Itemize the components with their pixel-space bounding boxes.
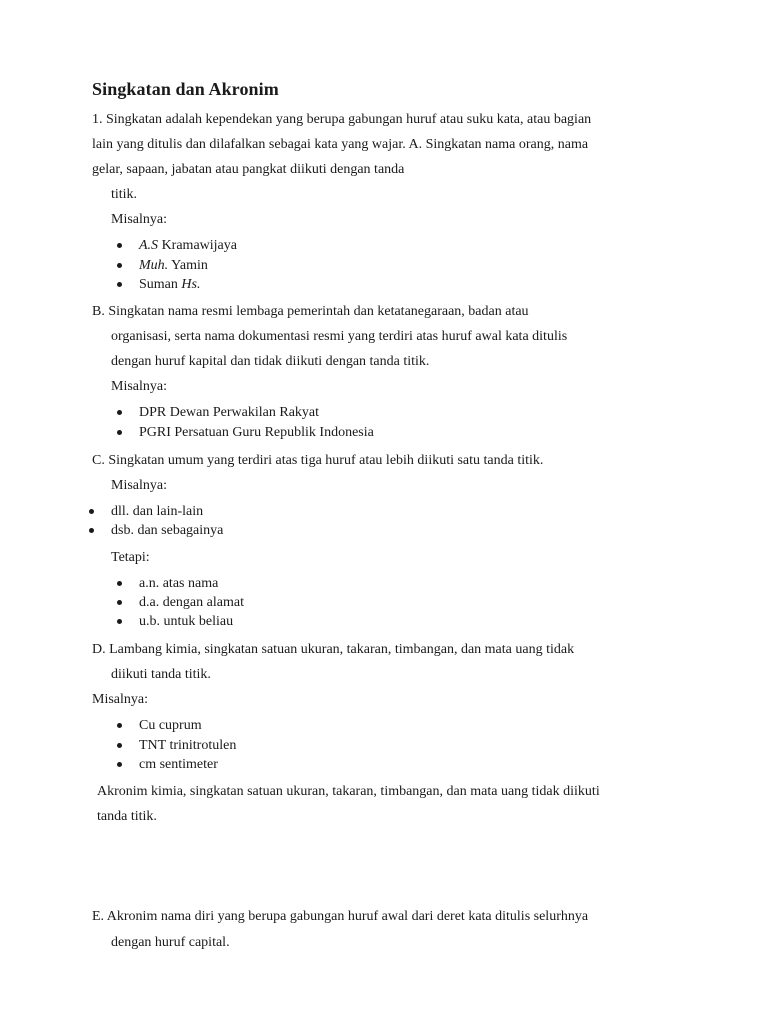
bullet-icon [117,762,122,767]
bullet-icon [117,263,122,268]
section-c-line-1: C. Singkatan umum yang terdiri atas tiga huruf atau lebih diikuti satu tanda titik. [92,453,544,468]
bullet-icon [117,723,122,728]
intro-line-2: lain yang ditulis dan dilafalkan sebagai kata yang wajar. A. Singkatan nama orang, nama [92,137,589,152]
section-d-example-2: TNT trinitrotulen [139,738,237,753]
section-d-example-3: cm sentimeter [139,757,218,772]
example-abbrev: A.S [139,238,159,253]
bullet-icon [117,282,122,287]
section-b-example-2: PGRI Persatuan Guru Republik Indonesia [139,425,374,440]
acronym-note-line-1: Akronim kimia, singkatan satuan ukuran, takaran, timbangan, dan mata uang tidak diikuti [97,784,600,799]
section-b-line-3: dengan huruf kapital dan tidak diikuti dengan tanda titik. [111,354,430,369]
section-b-example-label: Misalnya: [111,379,167,394]
section-c-but-example-3: u.b. untuk beliau [139,614,234,629]
example-text: Yamin [168,258,208,273]
section-e-line-2: dengan huruf capital. [111,935,230,950]
section-c-example-2: dsb. dan sebagainya [111,523,224,538]
section-d-line-2: diikuti tanda titik. [111,667,211,682]
section-c-example-label: Misalnya: [111,478,167,493]
section-d-line-1: D. Lambang kimia, singkatan satuan ukuran, takaran, timbangan, dan mata uang tidak [92,642,575,657]
bullet-icon [117,743,122,748]
bullet-icon [117,430,122,435]
section-b-line-2: organisasi, serta nama dokumentasi resmi yang terdiri atas huruf awal kata ditulis [111,329,568,344]
intro-example-label: Misalnya: [111,212,167,227]
bullet-icon [117,410,122,415]
intro-line-1: 1. Singkatan adalah kependekan yang berupa gabungan huruf atau suku kata, atau bagian [92,112,592,127]
bullet-icon [89,509,94,514]
intro-example-2 [139,257,208,275]
section-c-but-label: Tetapi: [111,550,150,565]
bullet-icon [117,243,122,248]
section-c-but-example-1: a.n. atas nama [139,576,219,591]
intro-line-4: titik. [111,187,138,202]
example-abbrev: Hs. [181,277,201,292]
section-c-but-example-2: d.a. dengan alamat [139,595,244,610]
bullet-icon [117,619,122,624]
page-title: Singkatan dan Akronim [92,79,279,99]
bullet-icon [117,600,122,605]
section-b-example-1: DPR Dewan Perwakilan Rakyat [139,405,320,420]
intro-line-3: gelar, sapaan, jabatan atau pangkat diikuti dengan tanda [92,162,405,177]
section-e-line-1: E. Akronim nama diri yang berupa gabungan huruf awal dari deret kata ditulis selurhnya [92,909,589,924]
section-c-example-1: dll. dan lain-lain [111,504,204,519]
acronym-note-line-2: tanda titik. [97,809,157,824]
bullet-icon [89,528,94,533]
intro-example-1 [139,237,237,255]
bullet-icon [117,581,122,586]
intro-example-3 [139,276,200,294]
section-d-example-1: Cu cuprum [139,718,202,733]
example-text: Kramawijaya [158,238,237,253]
section-b-line-1: B. Singkatan nama resmi lembaga pemerintah dan ketatanegaraan, badan atau [92,304,529,319]
example-text: Suman [139,277,182,292]
section-d-example-label: Misalnya: [92,692,148,707]
example-abbrev: Muh. [139,258,169,273]
